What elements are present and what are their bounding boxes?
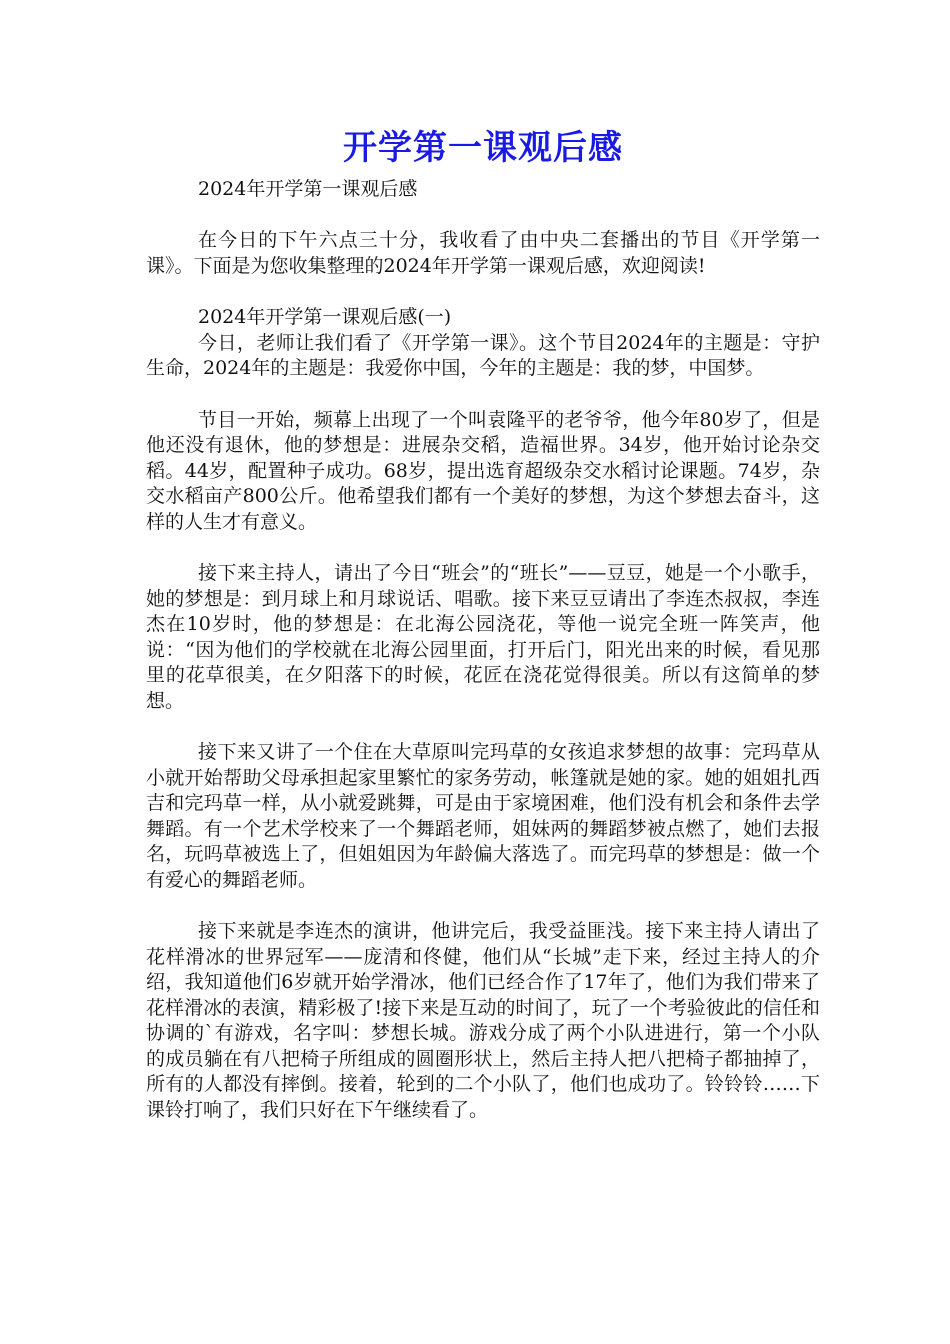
intro-paragraph: 在今日的下午六点三十分，我收看了由中央二套播出的节目《开学第一课》。下面是为您收集整理的2024年开学第一课观后感，欢迎阅读!	[146, 229, 820, 277]
document-title: 开学第一课观后感	[343, 128, 623, 168]
document-subtitle: 2024年开学第一课观后感	[198, 178, 418, 200]
body-paragraph: 接下来就是李连杰的演讲，他讲完后，我受益匪浅。接下来主持人请出了花样滑冰的世界冠军——庞清和佟健，他们从“长城”走下来，经过主持人的介绍，我知道他们6岁就开始学滑冰，他们已经合作了17年了，他们为我们带来了花样滑冰的表演，精彩极了!接下来是互动的时间了，玩了一个考验彼此的信任和协调的`有游戏，名字叫：梦想长城。游戏分成了两个小队进进行，第一个小队的成员躺在有八把椅子所组成的圆圈形状上，然后主持人把八把椅子都抽掉了，所有的人都没有摔倒。接着，轮到的二个小队了，他们也成功了。铃铃铃……下课铃打响了，我们只好在下午继续看了。	[146, 920, 820, 1121]
document-page	[146, 120, 820, 1123]
body-paragraph: 节目一开始，频幕上出现了一个叫袁隆平的老爷爷，他今年80岁了，但是他还没有退休，他的梦想是：进展杂交稻，造福世界。34岁，他开始讨论杂交稻。44岁，配置种子成功。68岁，提出选育超级杂交水稻讨论课题。74岁，杂交水稻亩产800公斤。他希望我们都有一个美好的梦想，为这个梦想去奋斗，这样的人生才有意义。	[146, 408, 820, 533]
section-heading: 2024年开学第一课观后感(一)	[198, 306, 452, 328]
body-paragraph: 今日，老师让我们看了《开学第一课》。这个节目2024年的主题是：守护生命，2024年的主题是：我爱你中国，今年的主题是：我的梦，中国梦。	[146, 331, 820, 379]
body-paragraph: 接下来又讲了一个住在大草原叫完玛草的女孩追求梦想的故事：完玛草从小就开始帮助父母承担起家里繁忙的家务劳动，帐篷就是她的家。她的姐姐扎西吉和完玛草一样，从小就爱跳舞，可是由于家境困难，他们没有机会和条件去学舞蹈。有一个艺术学校来了一个舞蹈老师，姐妹两的舞蹈梦被点燃了，她们去报名，玩吗草被选上了，但姐姐因为年龄偏大落选了。而完玛草的梦想是：做一个有爱心的舞蹈老师。	[146, 741, 820, 891]
body-paragraph: 接下来主持人，请出了今日“班会”的“班长”——豆豆，她是一个小歌手，她的梦想是：到月球上和月球说话、唱歌。接下来豆豆请出了李连杰叔叔，李连杰在10岁时，他的梦想是：在北海公园浇花，等他一说完全班一阵笑声，他说：“因为他们的学校就在北海公园里面，打开后门，阳光出来的时候，看见那里的花草很美，在夕阳落下的时候，花匠在浇花觉得很美。所以有这简单的梦想。	[146, 562, 820, 712]
